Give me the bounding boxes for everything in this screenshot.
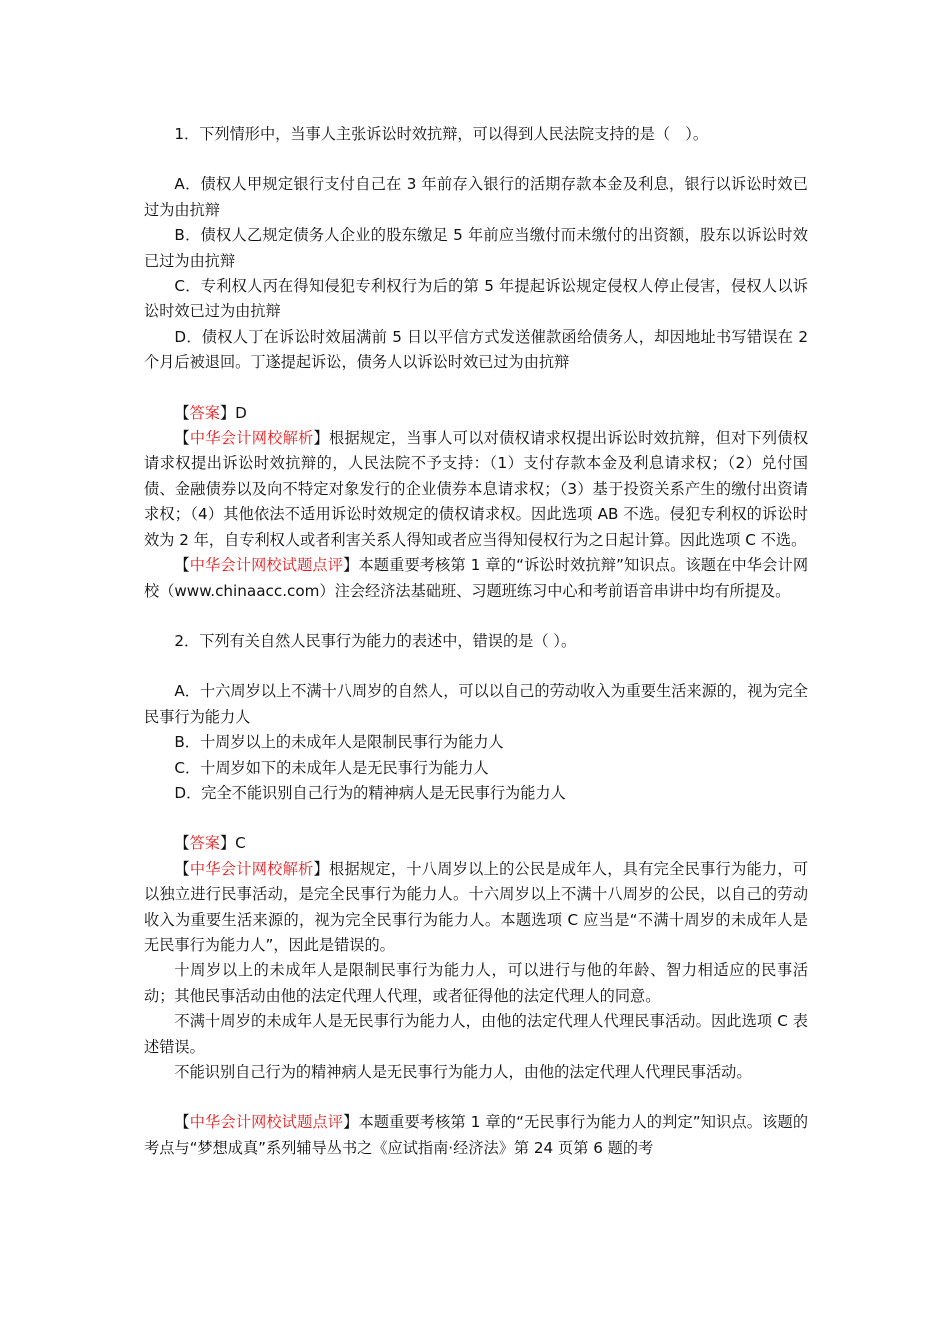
question-1-option-c: C．专利权人丙在得知侵犯专利权行为后的第 5 年提起诉讼规定侵权人停止侵害，侵权人以诉讼时效已过为由抗辩 bbox=[144, 277, 808, 321]
question-2-analysis-paragraph: 不能识别自己行为的精神病人是无民事行为能力人，由他的法定代理人代理民事活动。 bbox=[174, 1063, 752, 1081]
spacer bbox=[144, 806, 808, 831]
bracket-close: 】 bbox=[343, 1113, 359, 1132]
spacer bbox=[144, 604, 808, 629]
bracket-open: 【 bbox=[174, 859, 190, 878]
spacer bbox=[144, 376, 808, 401]
bracket-open: 【 bbox=[174, 556, 190, 575]
question-2-stem: 2．下列有关自然人民事行为能力的表述中，错误的是（ ）。 bbox=[174, 631, 577, 650]
review-text: 本题重要考核第 1 章的“诉讼时效抗辩”知识点。该题在中华会计网校（www.chinaacc.com）注会经济法基础班、习题班练习中心和考前语音串讲中均有所提及。 bbox=[144, 556, 809, 600]
spacer bbox=[144, 1085, 808, 1110]
analysis-label: 中华会计网校解析 bbox=[189, 429, 314, 448]
bracket-open: 【 bbox=[174, 429, 190, 448]
bracket-close: 】 bbox=[343, 556, 359, 575]
bracket-close: 】 bbox=[219, 834, 236, 853]
question-1-answer bbox=[144, 401, 808, 426]
question-2-answer bbox=[144, 831, 808, 856]
analysis-text: 根据规定，十八周岁以上的公民是成年人，具有完全民事行为能力，可以独立进行民事活动，是完全民事行为能力人。十六周岁以上不满十八周岁的公民，以自己的劳动收入为重要生活来源的，视为完全民事行为能力人。本题选项 C 应当是“不满十周岁的未成年人是无民事行为能力人”，因此是错误的。 bbox=[144, 859, 809, 954]
question-1-review bbox=[144, 553, 808, 604]
bracket-open: 【 bbox=[174, 834, 190, 853]
question-1-option-a: A．债权人甲规定银行支付自己在 3 年前存入银行的活期存款本金及利息，银行以诉讼时效已过为由抗辩 bbox=[144, 175, 808, 219]
bracket-close: 】 bbox=[313, 859, 330, 878]
review-label: 中华会计网校试题点评 bbox=[189, 1113, 344, 1132]
question-1-stem: 1．下列情形中，当事人主张诉讼时效抗辩，可以得到人民法院支持的是（ ）。 bbox=[174, 125, 709, 143]
question-2-option-d: D．完全不能识别自己行为的精神病人是无民事行为能力人 bbox=[174, 783, 566, 802]
bracket-open: 【 bbox=[174, 403, 190, 422]
answer-value: C bbox=[235, 834, 246, 853]
analysis-label: 中华会计网校解析 bbox=[189, 859, 314, 878]
bracket-close: 】 bbox=[313, 429, 330, 448]
review-text: 本题重要考核第 1 章的“无民事行为能力人的判定”知识点。该题的考点与“梦想成真”系列辅导丛书之《应试指南·经济法》第 24 页第 6 题的考 bbox=[144, 1113, 809, 1157]
question-1-analysis bbox=[144, 426, 808, 553]
question-2-review bbox=[144, 1110, 808, 1161]
question-1-option-b: B．债权人乙规定债务人企业的股东缴足 5 年前应当缴付而未缴付的出资额，股东以诉讼时效已过为由抗辩 bbox=[144, 226, 808, 270]
question-2-analysis-paragraph: 不满十周岁的未成年人是无民事行为能力人，由他的法定代理人代理民事活动。因此选项 C 表述错误。 bbox=[144, 1012, 808, 1056]
spacer bbox=[144, 654, 808, 679]
question-2-analysis bbox=[144, 857, 808, 959]
analysis-text: 根据规定，当事人可以对债权请求权提出诉讼时效抗辩，但对下列债权请求权提出诉讼时效抗辩的，人民法院不予支持：（1）支付存款本金及利息请求权；（2）兑付国债、金融债券以及向不特定对象发行的企业债券本息请求权；（3）基于投资关系产生的缴付出资请求权；（4）其他依法不适用诉讼时效规定的债权请求权。因此选项 AB 不选。侵犯专利权的诉讼时效为 2 年，自专利权人或者利害关系人得知或者应当得知侵权行为之日起计算。因此选项 C 不选。 bbox=[144, 429, 809, 549]
answer-label: 答案 bbox=[189, 403, 220, 422]
question-2-option-b: B．十周岁以上的未成年人是限制民事行为能力人 bbox=[174, 733, 504, 752]
question-2-option-a: A．十六周岁以上不满十八周岁的自然人，可以以自己的劳动收入为重要生活来源的，视为完全民事行为能力人 bbox=[144, 682, 808, 726]
bracket-open: 【 bbox=[174, 1113, 190, 1132]
spacer bbox=[144, 147, 808, 172]
document-page bbox=[144, 122, 808, 1161]
question-1-option-d: D．债权人丁在诉讼时效届满前 5 日以平信方式发送催款函给债务人，却因地址书写错误在 2 个月后被退回。丁遂提起诉讼，债务人以诉讼时效已过为由抗辩 bbox=[144, 327, 808, 372]
review-label: 中华会计网校试题点评 bbox=[189, 556, 344, 575]
answer-value: D bbox=[235, 403, 247, 422]
answer-label: 答案 bbox=[189, 834, 220, 853]
question-2-option-c: C．十周岁如下的未成年人是无民事行为能力人 bbox=[174, 758, 489, 777]
bracket-close: 】 bbox=[219, 403, 236, 422]
question-2-analysis-paragraph: 十周岁以上的未成年人是限制民事行为能力人，可以进行与他的年龄、智力相适应的民事活动；其他民事活动由他的法定代理人代理，或者征得他的法定代理人的同意。 bbox=[144, 961, 808, 1005]
